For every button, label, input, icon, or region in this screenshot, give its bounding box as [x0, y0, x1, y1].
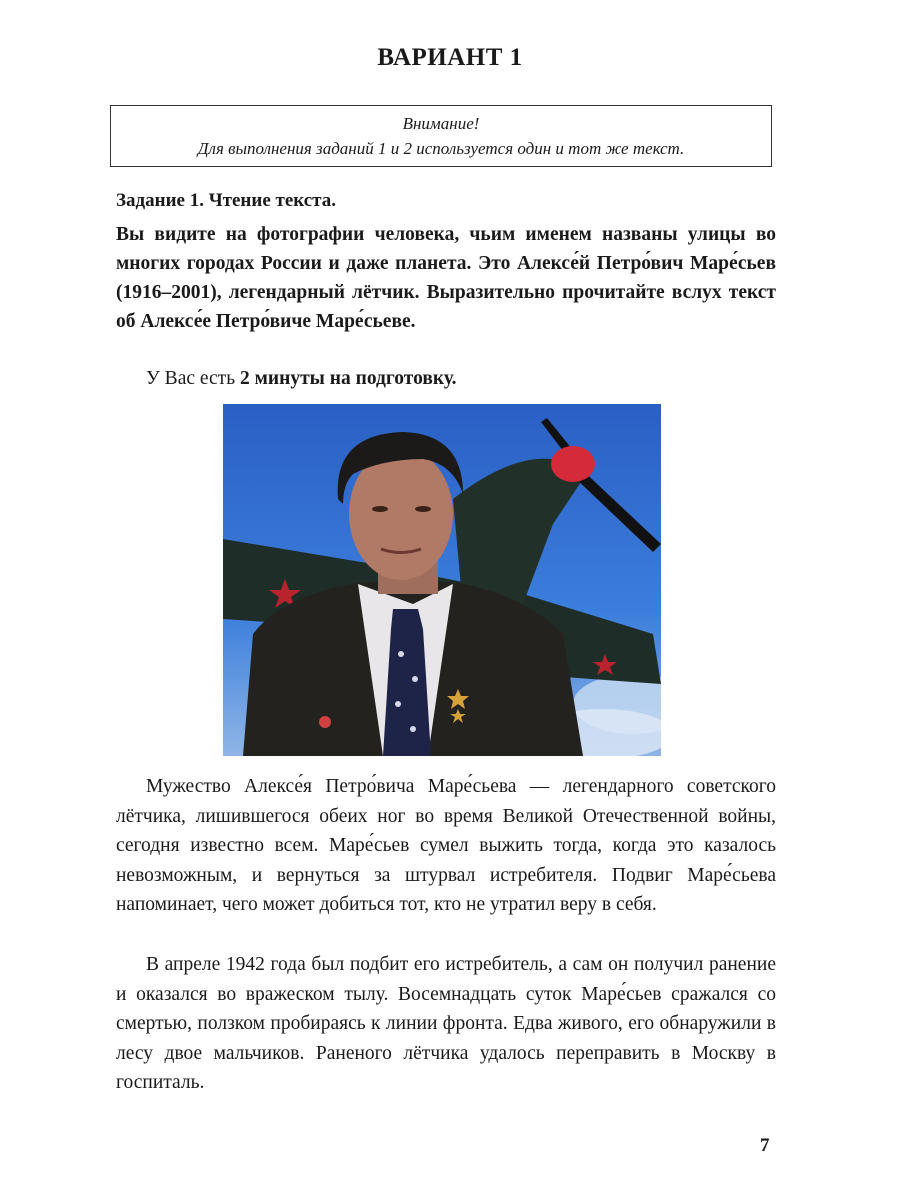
tie-dot [412, 676, 418, 682]
eye [415, 506, 431, 512]
article-paragraph-2: В апреле 1942 года был подбит его истребитель, а сам он получил ранение и оказался во вражеском тылу. Восемнадцать суток Маре́сьев сражался со смертью, ползком пробираясь к линии фронта. Едва живого, его обнаружили в лесу двое мальчиков. Раненого лётчика удалось переправить в Москву в госпиталь. [116, 954, 776, 1093]
propeller-spinner [551, 446, 595, 482]
variant-title: ВАРИАНТ 1 [377, 44, 523, 71]
task-intro: Вы видите на фотографии человека, чьим именем названы улицы во многих городах России и даже планета. Это Алексе́й Петро́вич Маре́сьев (1916–2001), легендарный лётчик. Выразительно прочитайте вслух текст об Алексе́е Петро́виче Маре́сьеве. [116, 224, 776, 332]
prep-duration: 2 минуты на подготовку. [239, 368, 457, 389]
notice-text: Для выполнения заданий 1 и 2 используется один и тот же текст. [197, 139, 685, 158]
page-number: 7 [760, 1135, 770, 1156]
tie-dot [410, 726, 416, 732]
notice-heading: Внимание! [402, 114, 480, 133]
prep-time [146, 368, 457, 390]
article-paragraph-1: Мужество Алексе́я Петро́вича Маре́сьева — легендарного советского лётчика, лишившегося обеих ног во время Великой Отечественной войны, сегодня известно всем. Маре́сьев сумел выжить тогда, когда это казалось невозможным, и вернуться за штурвал истребителя. Подвиг Маре́сьева напоминает, чего может добиться тот, кто не утратил веру в себя. [116, 776, 776, 915]
lapel-pin [319, 716, 331, 728]
prep-prefix: У Вас есть [146, 368, 240, 389]
tie-dot [395, 701, 401, 707]
notice-box [110, 105, 772, 167]
tie-dot [398, 651, 404, 657]
task-heading: Задание 1. Чтение текста. [116, 190, 336, 211]
eye [372, 506, 388, 512]
portrait-photo [223, 404, 661, 756]
